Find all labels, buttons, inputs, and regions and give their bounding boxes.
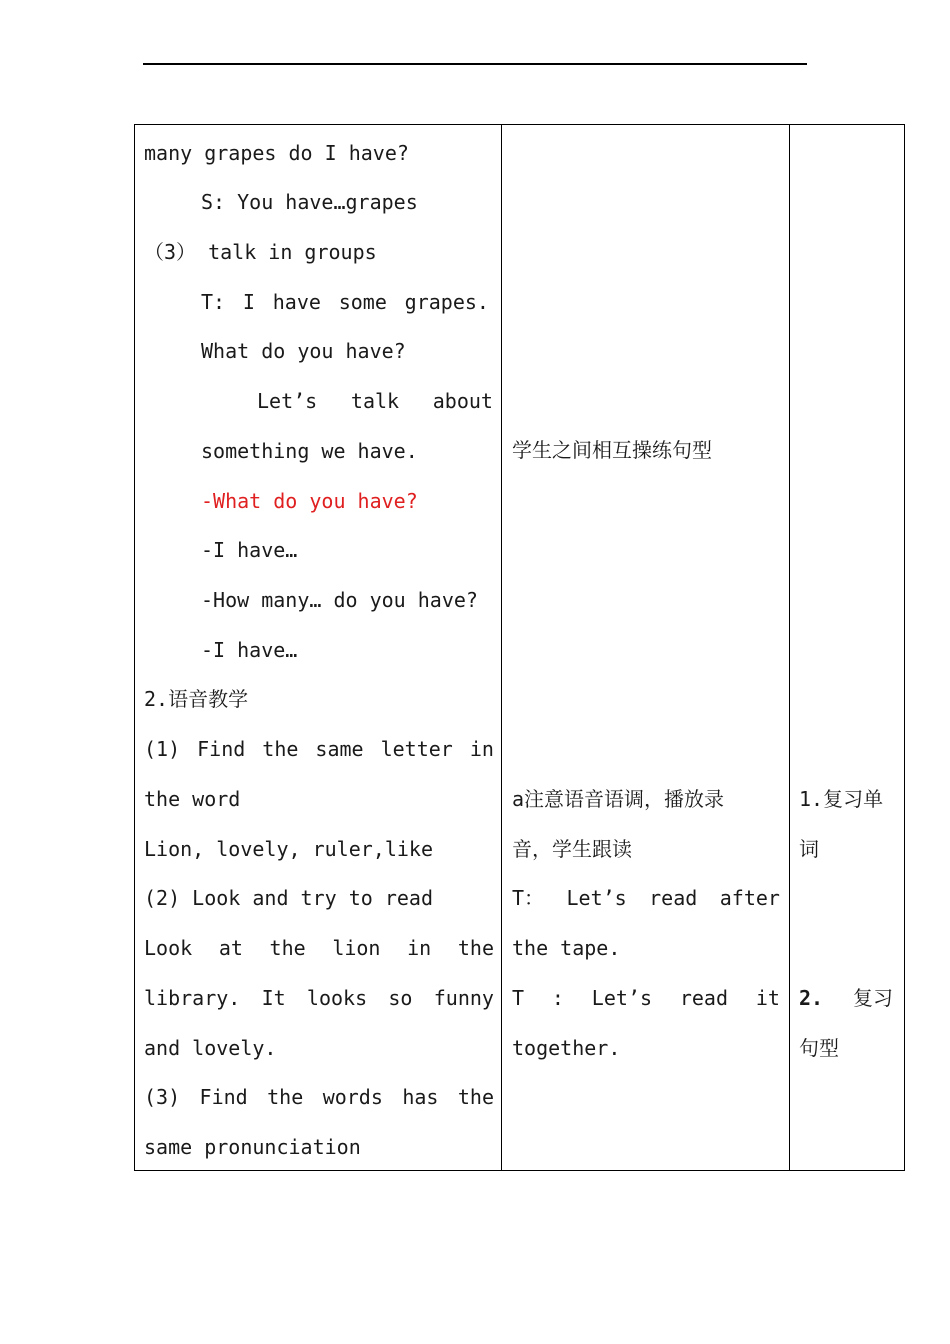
word: (3)	[144, 1085, 181, 1109]
text-line: the tape.	[512, 936, 621, 960]
text-line: many grapes do I have?	[144, 141, 409, 165]
word: grapes.	[404, 290, 489, 314]
word: lion	[332, 936, 381, 960]
text-line: Lion, lovely, ruler,like	[144, 837, 433, 861]
text-line: something we have.	[201, 439, 418, 463]
text-line: 词	[799, 837, 819, 861]
word: the	[457, 936, 494, 960]
text-line: What do you have?	[201, 339, 406, 363]
word: it	[755, 986, 780, 1010]
word: the	[262, 737, 299, 761]
text-line: （3） talk in groups	[144, 240, 377, 264]
word: looks	[306, 986, 368, 1010]
word: some	[338, 290, 387, 314]
text-line: -I have…	[201, 538, 298, 562]
text-line: and lovely.	[144, 1036, 277, 1060]
word: same	[315, 737, 364, 761]
word: at	[218, 936, 243, 960]
text-line	[201, 290, 489, 314]
word: the	[269, 936, 306, 960]
word: about	[432, 389, 493, 413]
word: the	[267, 1085, 304, 1109]
text-line	[144, 737, 494, 761]
word: in	[469, 737, 494, 761]
word: Find	[199, 1085, 248, 1109]
word: I	[242, 290, 255, 314]
word: words	[322, 1085, 383, 1109]
text-line: -How many… do you have?	[201, 588, 478, 612]
text-line: -I have…	[201, 638, 298, 662]
word: T:	[201, 290, 226, 314]
word: have	[272, 290, 321, 314]
text-line: 学生之间相互操练句型	[512, 438, 712, 462]
word: :	[551, 986, 564, 1010]
text-line: together.	[512, 1036, 621, 1060]
text-line	[799, 986, 893, 1010]
text-line: same pronunciation	[144, 1135, 361, 1159]
word: read	[679, 986, 729, 1010]
word: Let’s	[257, 389, 318, 413]
text-line	[144, 986, 494, 1010]
word: has	[402, 1085, 439, 1109]
word: talk	[350, 389, 400, 413]
text-line	[144, 1085, 494, 1109]
word: so	[388, 986, 413, 1010]
word: T	[512, 986, 525, 1010]
word: Let’s	[566, 886, 627, 910]
text-line: (2) Look and try to read	[144, 886, 433, 910]
text-line: 1.复习单	[799, 787, 884, 811]
word: (1)	[144, 737, 181, 761]
text-line: 句型	[799, 1036, 839, 1060]
highlighted-line: -What do you have?	[201, 489, 418, 513]
text-line	[512, 986, 780, 1010]
word: 复习	[853, 986, 893, 1010]
column-divider	[501, 125, 502, 1170]
text-line: S: You have…grapes	[201, 190, 418, 214]
header-rule	[143, 63, 807, 65]
word: letter	[380, 737, 453, 761]
section-heading: 2.语音教学	[144, 687, 249, 711]
text-line	[257, 389, 493, 413]
word: T：	[512, 886, 545, 910]
text-line: 音，学生跟读	[512, 837, 632, 861]
text-line	[144, 936, 494, 960]
text-line	[512, 886, 780, 910]
word: the	[457, 1085, 494, 1109]
word: library.	[144, 986, 241, 1010]
word: Find	[197, 737, 246, 761]
word: in	[407, 936, 432, 960]
text-line: the word	[144, 787, 241, 811]
word: It	[261, 986, 286, 1010]
word: read	[649, 886, 698, 910]
word: funny	[433, 986, 494, 1010]
word: 2.	[799, 986, 824, 1010]
column-divider	[789, 125, 790, 1170]
word: Let’s	[591, 986, 652, 1010]
word: after	[719, 886, 780, 910]
text-line: a注意语音语调，播放录	[512, 787, 725, 811]
word: Look	[144, 936, 193, 960]
